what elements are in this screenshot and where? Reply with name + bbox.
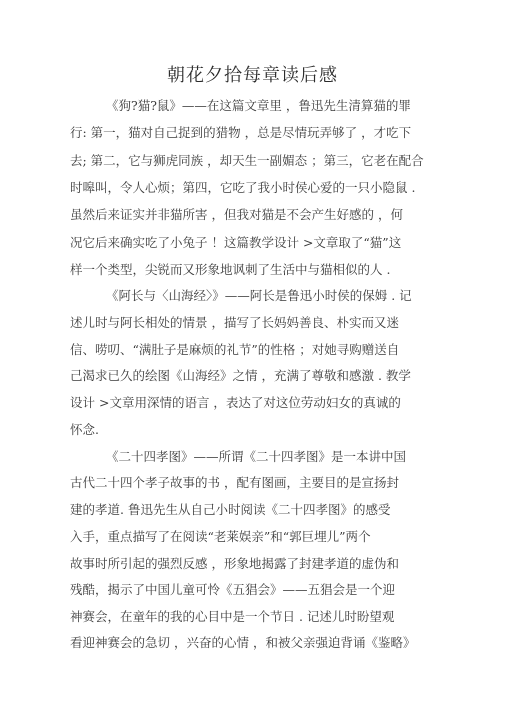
text-line-6: 况它后来确实吃了小兔子 ！这篇教学设计 >文章取了“猫”这 [70,235,402,250]
text-line-20: 神赛会，在童年的我的心目中是一个节日 . 记述儿时盼望观 [70,609,395,624]
document-title: 朝花夕拾每章读后感 [167,65,338,86]
text-line-15: 古代二十四个孝子故事的书 ，配有图画，主要目的是宣扬封 [70,475,399,490]
text-line-12: 设计 >文章用深情的语言 ，表达了对这位劳动妇女的真诚的 [70,395,401,410]
text-line-18: 故事时所引起的强烈反感 ，形象地揭露了封建孝道的虚伪和 [70,556,399,571]
text-line-1: 《狗?猫?鼠》——在这篇文章里 ，鲁迅先生清算猫的罪 [106,98,411,113]
text-line-7: 样一个类型，尖锐而又形象地讽刺了生活中与猫相似的人 . [70,262,391,277]
text-line-11: 己渴求已久的绘图《山海经》之情 ，充满了尊敬和感激 . 教学 [70,368,411,383]
text-line-9: 述儿时与阿长相处的情景 ，描写了长妈妈善良、朴实而又迷 [70,315,399,330]
text-line-10: 信、唠叨、“满肚子是麻烦的礼节”的性格 ；对她寻购赠送自 [70,342,400,357]
text-line-3: 去; 第二，它与狮虎同族 ，却天生一副媚态 ；第三，它老在配合 [70,153,424,168]
text-line-14: 《二十四孝图》——所谓《二十四孝图》是一本讲中国 [106,449,407,464]
text-line-2: 行: 第一，猫对自己捉到的猎物 ，总是尽情玩弄够了 ，才吃下 [70,125,412,140]
text-line-21: 看迎神赛会的急切 ，兴奋的心情 ，和被父亲强迫背诵《鉴略》 [70,635,416,650]
text-line-19: 残酷，揭示了中国儿童可怜《五猖会》——五猖会是一个迎 [70,582,396,597]
text-line-16: 建的孝道. 鲁迅先生从自己小时阅读《二十四孝图》的感受 [70,502,391,517]
text-line-13: 怀念. [70,422,99,437]
text-line-5: 虽然后来证实并非猫所害 ，但我对猫是不会产生好感的 ，何 [70,207,403,222]
text-line-8: 《阿长与〈山海经〉》——阿长是鲁迅小时侯的保姆 . 记 [106,288,412,303]
text-line-17: 入手，重点描写了在阅读“老莱娱亲”和“郭巨埋儿”两个 [70,529,371,544]
text-line-4: 时嗥叫，令人心烦；第四，它吃了我小时侯心爱的一只小隐鼠 . [70,180,416,195]
